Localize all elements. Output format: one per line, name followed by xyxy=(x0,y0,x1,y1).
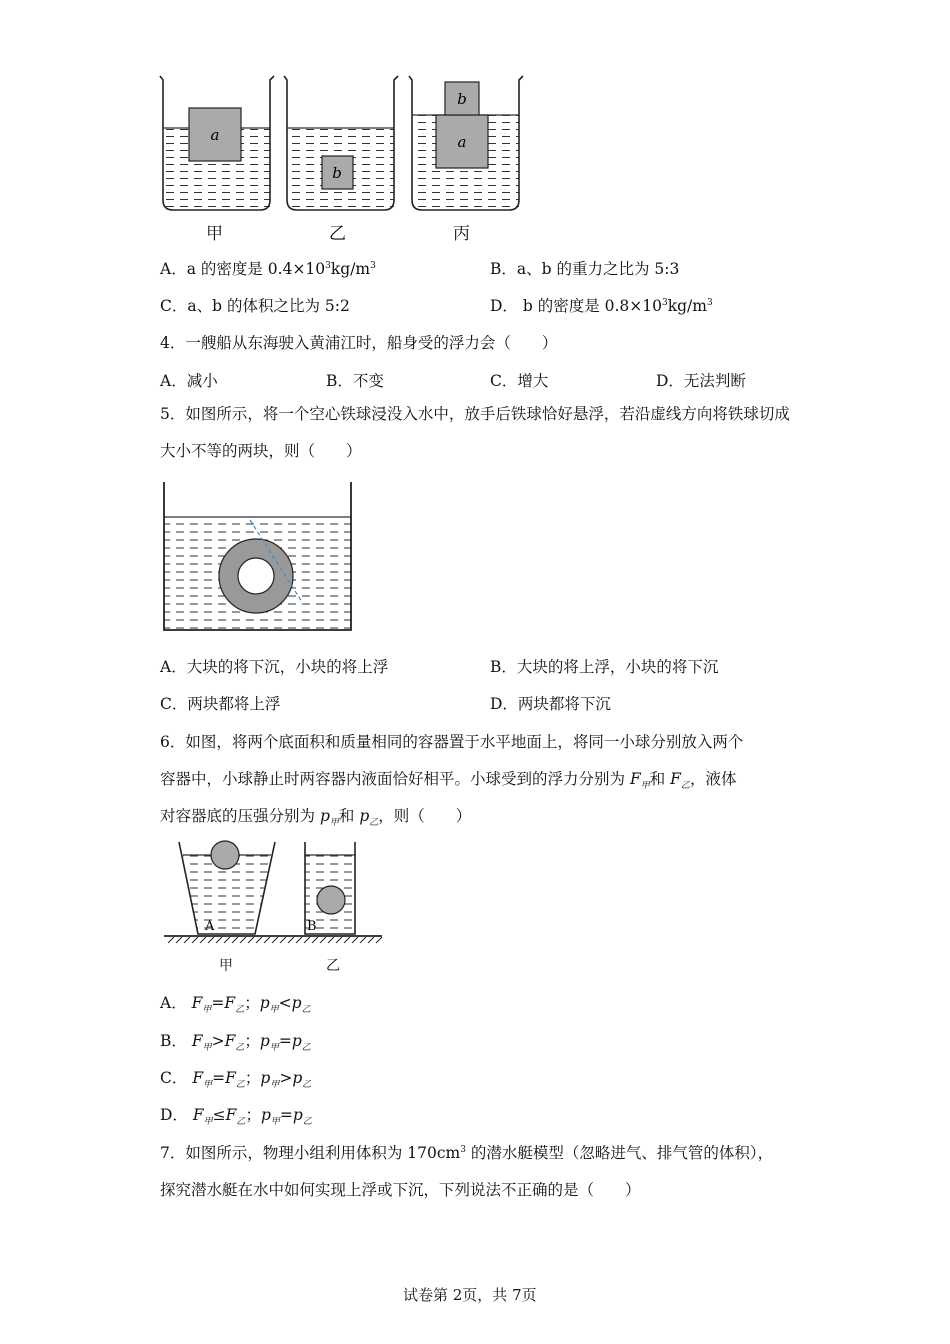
svg-text:a: a xyxy=(457,133,467,151)
svg-text:B: B xyxy=(307,919,317,934)
q6-stem-line1: 6．如图，将两个底面积和质量相同的容器置于水平地面上，将同一小球分别放入两个 xyxy=(160,733,744,751)
q6-stem-line2: 容器中，小球静止时两容器内液面恰好相平。小球受到的浮力分别为 $F_甲$和 $F_乙$，液体 xyxy=(160,770,737,792)
q3-option-a[interactable]: A．a 的密度是 $0.4\times 10^3kg/m^3$ xyxy=(160,260,376,278)
q6-fig-label-yi: 乙 xyxy=(326,958,340,974)
q4-option-b[interactable]: B．不变 xyxy=(326,372,384,390)
beaker-yi xyxy=(284,76,398,210)
q7-stem-line1: 7．如图所示，物理小组利用体积为 $170cm^3$ 的潜水艇模型（忽略进气、排气管的体积）， xyxy=(160,1144,774,1162)
beaker-label-jia: 甲 xyxy=(206,224,223,244)
svg-text:a: a xyxy=(210,126,220,144)
beaker-bing xyxy=(409,76,523,210)
q5-option-d[interactable]: D．两块都将下沉 xyxy=(490,695,611,713)
page-footer: 试卷第 2页，共 7页 xyxy=(403,1286,537,1304)
q4-stem: 4．一艘船从东海驶入黄浦江时，船身受的浮力会（ ） xyxy=(160,334,558,352)
q5-stem: 5．如图所示，将一个空心铁球浸没入水中，放手后铁球恰好悬浮，若沿虚线方向将铁球切成大小不等的两块，则（ ） xyxy=(160,405,790,460)
beaker-label-bing: 丙 xyxy=(453,224,470,244)
q5-option-a[interactable]: A．大块的将下沉，小块的将上浮 xyxy=(160,658,389,676)
q3-option-d[interactable]: D． b 的密度是 $0.8\times 10^3kg/m^3$ xyxy=(490,297,713,315)
ball-cavity xyxy=(238,558,274,594)
q6-containers-figure xyxy=(160,836,386,946)
q6-stem-line3: 对容器底的压强分别为 $p_甲$和 $p_乙$，则（ ） xyxy=(160,807,472,829)
ball-in-container-b xyxy=(317,886,345,914)
q7-stem-line2: 探究潜水艇在水中如何实现上浮或下沉，下列说法不正确的是（ ） xyxy=(160,1181,641,1199)
q6-option-a[interactable]: A． $F_甲=F_乙$；$p_甲<p_乙$ xyxy=(160,994,311,1016)
beaker-label-yi: 乙 xyxy=(329,224,346,244)
q5-hollow-ball-figure xyxy=(160,480,356,635)
q4-option-a[interactable]: A．减小 xyxy=(160,372,218,390)
svg-text:b: b xyxy=(457,90,467,108)
q5-option-b[interactable]: B．大块的将上浮，小块的将下沉 xyxy=(490,658,719,676)
q6-option-b[interactable]: B． $F_甲>F_乙$；$p_甲=p_乙$ xyxy=(160,1032,311,1054)
ball-in-container-a xyxy=(211,841,239,869)
q5-option-c[interactable]: C．两块都将上浮 xyxy=(160,695,281,713)
q4-option-c[interactable]: C．增大 xyxy=(490,372,549,390)
q6-option-c[interactable]: C． $F_甲=F_乙$；$p_甲>p_乙$ xyxy=(160,1069,312,1091)
q6-fig-label-jia: 甲 xyxy=(219,958,233,974)
svg-text:b: b xyxy=(332,164,342,182)
q4-option-d[interactable]: D．无法判断 xyxy=(656,372,746,390)
beaker-jia xyxy=(160,76,274,210)
q3-option-b[interactable]: B．a、b 的重力之比为 5:3 xyxy=(490,260,680,278)
q3-option-c[interactable]: C．a、b 的体积之比为 5:2 xyxy=(160,297,350,315)
q6-option-d[interactable]: D． $F_甲\le F_乙$；$p_甲=p_乙$ xyxy=(160,1106,312,1128)
svg-text:A: A xyxy=(205,919,215,934)
